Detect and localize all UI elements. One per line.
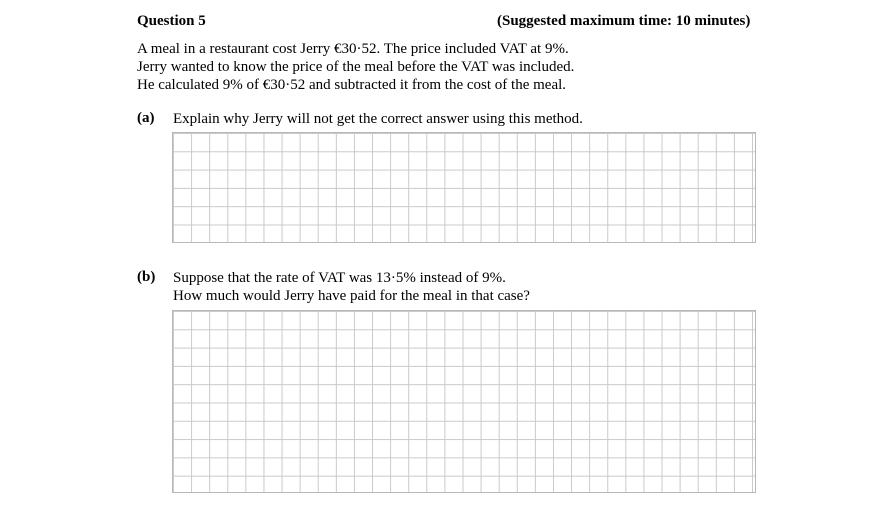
part-b-text: [173, 269, 530, 305]
part-a-text: [173, 110, 583, 128]
question-intro: [137, 40, 574, 94]
part-b-line: How much would Jerry have paid for the meal in that case?: [173, 288, 530, 304]
part-b-label: (b): [137, 269, 156, 285]
intro-line: A meal in a restaurant cost Jerry €30·52. The price included VAT at 9%.: [137, 41, 569, 57]
answer-grid-a[interactable]: [172, 132, 756, 243]
part-a-line: Explain why Jerry will not get the correct answer using this method.: [173, 111, 583, 127]
intro-line: Jerry wanted to know the price of the meal before the VAT was included.: [137, 59, 575, 75]
suggested-time: (Suggested maximum time: 10 minutes): [497, 13, 751, 29]
intro-line: He calculated 9% of €30·52 and subtracted it from the cost of the meal.: [137, 77, 567, 93]
answer-grid-b[interactable]: [172, 310, 756, 493]
part-a-label: (a): [137, 110, 155, 126]
part-b-line: Suppose that the rate of VAT was 13·5% instead of 9%.: [173, 270, 506, 286]
question-title: Question 5: [137, 13, 206, 29]
